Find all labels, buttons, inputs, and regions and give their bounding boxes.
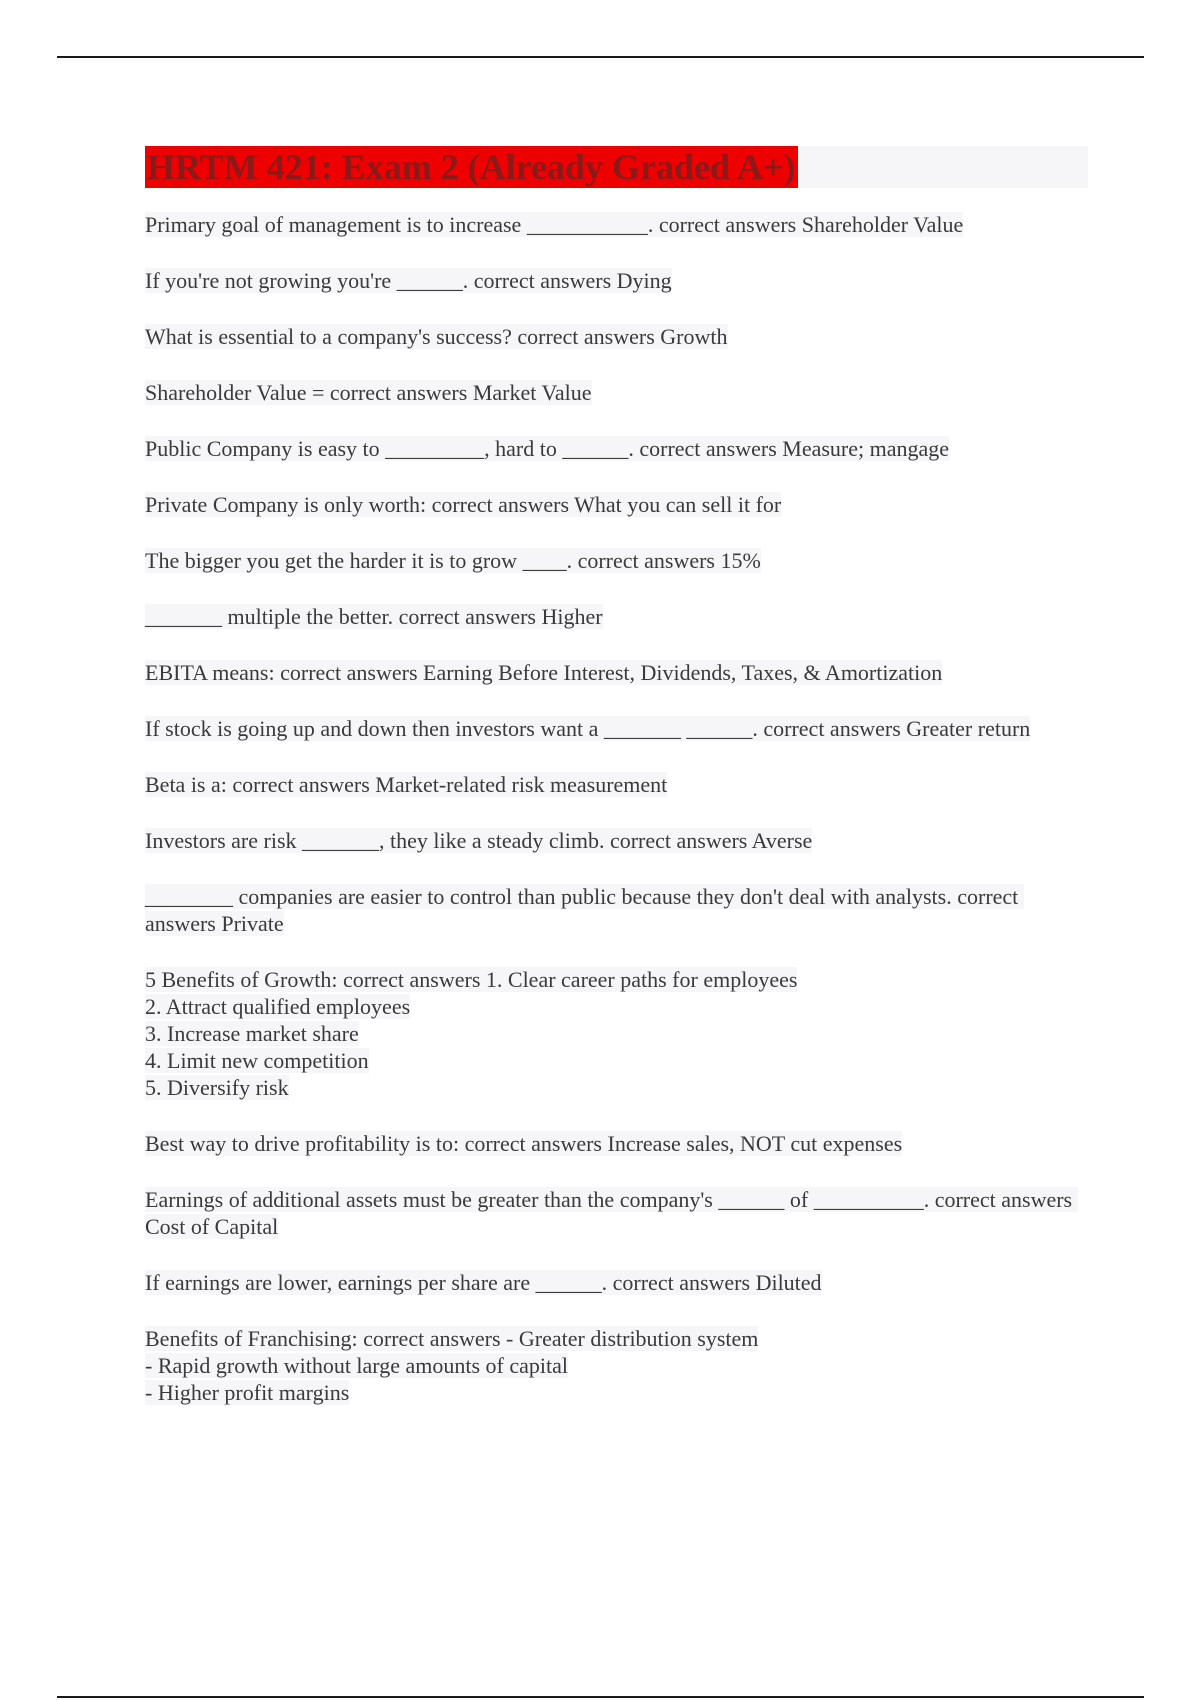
qa-item: Primary goal of management is to increase ___________. correct answers Shareholder Value (145, 212, 964, 237)
footer-rule (57, 1696, 1144, 1698)
qa-item: If earnings are lower, earnings per share are ______. correct answers Diluted (145, 1270, 822, 1295)
qa-item: Beta is a: correct answers Market-related risk measurement (145, 772, 668, 797)
qa-item: _______ multiple the better. correct answers Higher (145, 604, 603, 629)
qa-item: Benefits of Franchising: correct answers - Greater distribution system - Rapid growth without large amounts of capital - Higher profit margins (145, 1326, 759, 1405)
document-title: HRTM 421: Exam 2 (Already Graded A+) (147, 147, 796, 187)
header-rule (57, 56, 1144, 58)
qa-item: If stock is going up and down then investors want a _______ ______. correct answers Greater return (145, 716, 1031, 741)
qa-item: Earnings of additional assets must be greater than the company's ______ of __________. correct answers Cost of Capital (145, 1187, 1078, 1239)
qa-item: Shareholder Value = correct answers Market Value (145, 380, 592, 405)
qa-item: What is essential to a company's success? correct answers Growth (145, 324, 728, 349)
qa-item: ________ companies are easier to control than public because they don't deal with analysts. correct answers Private (145, 884, 1024, 936)
document-body (145, 146, 1088, 1435)
qa-item: EBITA means: correct answers Earning Before Interest, Dividends, Taxes, & Amortization (145, 660, 943, 685)
qa-item: Private Company is only worth: correct answers What you can sell it for (145, 492, 782, 517)
qa-item: If you're not growing you're ______. correct answers Dying (145, 268, 672, 293)
title-band (145, 146, 1088, 188)
qa-item: Best way to drive profitability is to: correct answers Increase sales, NOT cut expenses (145, 1131, 903, 1156)
qa-item: Investors are risk _______, they like a steady climb. correct answers Averse (145, 828, 813, 853)
qa-item: 5 Benefits of Growth: correct answers 1. Clear career paths for employees 2. Attract qualified employees 3. Increase market share 4. Limit new competition 5. Diversify risk (145, 967, 798, 1100)
qa-item: Public Company is easy to _________, hard to ______. correct answers Measure; mangage (145, 436, 950, 461)
qa-item: The bigger you get the harder it is to grow ____. correct answers 15% (145, 548, 761, 573)
